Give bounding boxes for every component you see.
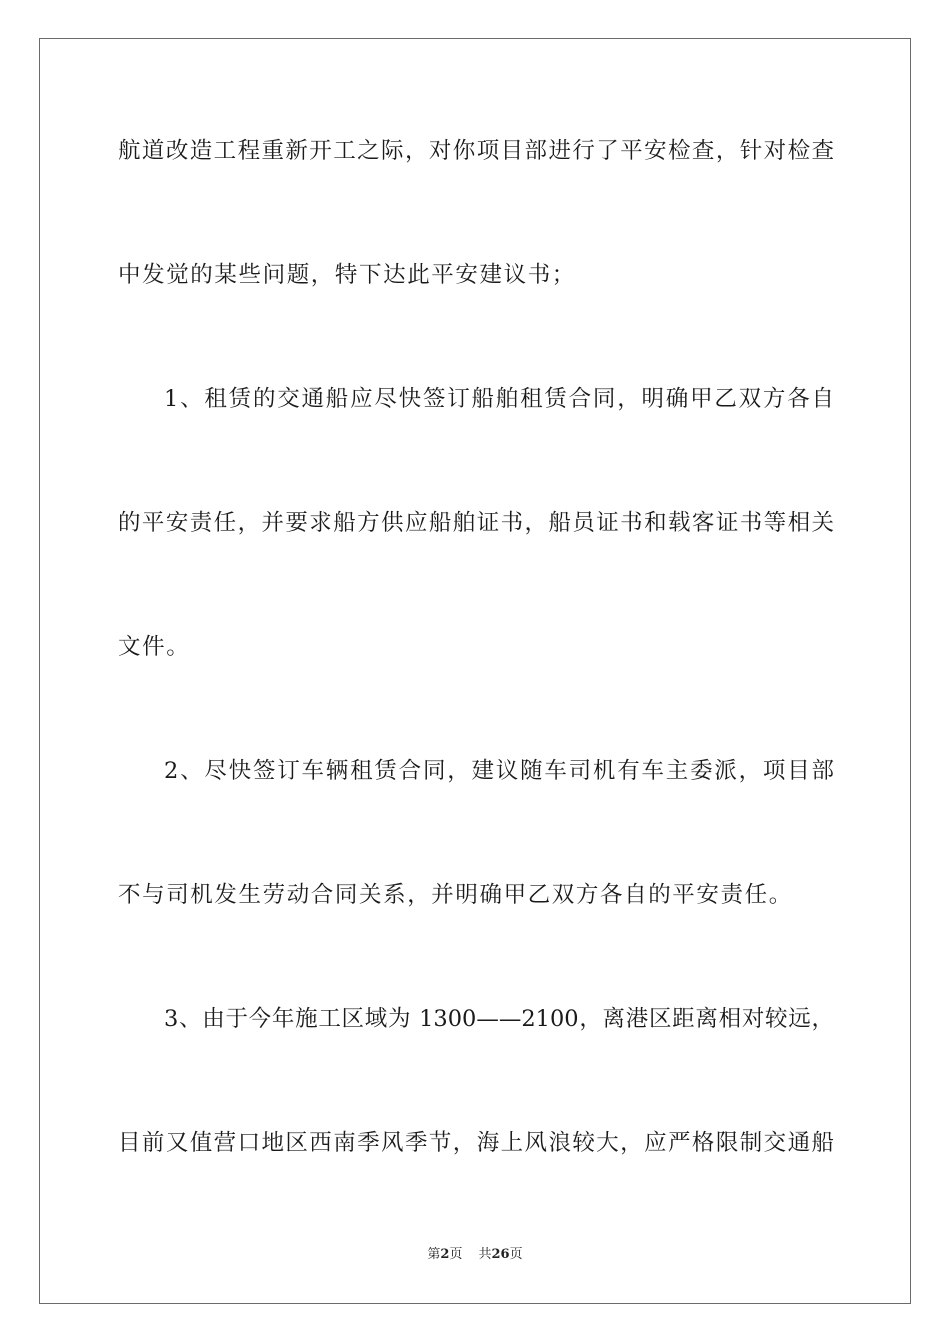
page-border	[39, 38, 911, 1304]
total-pages-suffix: 页	[509, 1247, 523, 1262]
body-line-7: 不与司机发生劳动合同关系，并明确甲乙双方各自的平安责任。	[118, 882, 793, 908]
body-line-5: 文件。	[118, 634, 191, 660]
current-page-number: 2	[440, 1247, 450, 1262]
body-line-3: 1、租赁的交通船应尽快签订船舶租赁合同，明确甲乙双方各自	[164, 386, 834, 412]
body-line-2: 中发觉的某些问题，特下达此平安建议书；	[118, 262, 576, 288]
body-line-1: 航道改造工程重新开工之际，对你项目部进行了平安检查，针对检查	[118, 138, 834, 164]
body-line-4: 的平安责任，并要求船方供应船舶证书，船员证书和载客证书等相关	[118, 510, 834, 536]
body-line-9: 目前又值营口地区西南季风季节，海上风浪较大，应严格限制交通船	[118, 1130, 834, 1156]
body-line-6: 2、尽快签订车辆租赁合同，建议随车司机有车主委派，项目部	[164, 758, 834, 784]
page-number-suffix: 页	[449, 1247, 463, 1262]
total-pages-prefix: 共	[478, 1247, 492, 1262]
page-footer	[0, 1246, 950, 1264]
page-number-prefix: 第	[427, 1247, 441, 1262]
body-line-8: 3、由于今年施工区域为 1300——2100，离港区距离相对较远，	[164, 1006, 834, 1032]
total-page-count: 26	[491, 1247, 510, 1262]
